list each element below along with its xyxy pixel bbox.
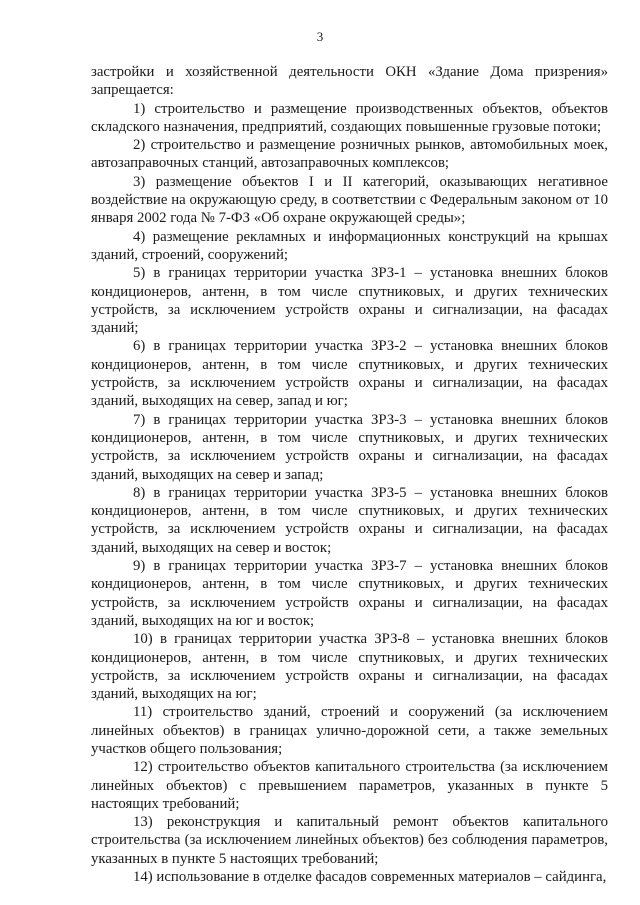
page-number: 3 — [316, 29, 324, 44]
list-item-1: 1) строительство и размещение производственных объектов, объектов складского назначения, предприятий, создающих повышенные грузовые потоки; — [91, 100, 608, 135]
list-item-14: 14) использование в отделке фасадов современных материалов – сайдинга, — [133, 869, 607, 886]
list-item-2: 2) строительство и размещение розничных рынков, автомобильных моек, автозаправочных станций, автозаправочных комплексов; — [91, 137, 608, 172]
list-item-4: 4) размещение рекламных и информационных конструкций на крышах зданий, строений, сооружений; — [91, 228, 608, 263]
list-item-11: 11) строительство зданий, строений и сооружений (за исключением линейных объектов) в границах улично-дорожной сети, а также земельных участков общего пользования; — [91, 704, 608, 757]
list-item-12: 12) строительство объектов капитального строительства (за исключением линейных объектов) с превышением параметров, указанных в пункте 5 настоящих требований; — [91, 759, 608, 812]
list-item-8: 8) в границах территории участка ЗРЗ-5 – установка внешних блоков кондиционеров, антенн, в том числе спутниковых, и других технических устройств, за исключением устройств охраны и сигнализации, на фасадах зданий, выходящих на север и восток; — [91, 484, 608, 556]
intro-paragraph: застройки и хозяйственной деятельности ОКН «Здание Дома призрения» запрещается: — [91, 64, 608, 99]
list-item-9: 9) в границах территории участка ЗРЗ-7 – установка внешних блоков кондиционеров, антенн, в том числе спутниковых, и других технических устройств, за исключением устройств охраны и сигнализации, на фасадах зданий, выходящих на юг и восток; — [91, 558, 608, 629]
list-item-7: 7) в границах территории участка ЗРЗ-3 – установка внешних блоков кондиционеров, антенн, в том числе спутниковых, и других технических устройств, за исключением устройств охраны и сигнализации, на фасадах зданий, выходящих на север и запад; — [91, 411, 608, 483]
list-item-5: 5) в границах территории участка ЗРЗ-1 – установка внешних блоков кондиционеров, антенн, в том числе спутниковых, и других технических устройств, за исключением устройств охраны и сигнализации, на фасадах зданий; — [91, 265, 608, 337]
document-body — [91, 63, 608, 886]
list-item-10: 10) в границах территории участка ЗРЗ-8 – установка внешних блоков кондиционеров, антенн, в том числе спутниковых, и других технических устройств, за исключением устройств охраны и сигнализации, на фасадах зданий, выходящих на юг; — [91, 631, 608, 703]
list-item-3: 3) размещение объектов I и II категорий, оказывающих негативное воздействие на окружающую среду, в соответствии с Федеральным законом от 10 января 2002 года № 7-ФЗ «Об охране окружающей среды»; — [91, 173, 608, 227]
list-item-13: 13) реконструкция и капитальный ремонт объектов капитального строительства (за исключением линейных объектов) без соблюдения параметров, указанных в пункте 5 настоящих требований; — [91, 814, 608, 867]
list-item-6: 6) в границах территории участка ЗРЗ-2 – установка внешних блоков кондиционеров, антенн, в том числе спутниковых, и других технических устройств, за исключением устройств охраны и сигнализации, на фасадах зданий, выходящих на север, запад и юг; — [91, 338, 608, 410]
